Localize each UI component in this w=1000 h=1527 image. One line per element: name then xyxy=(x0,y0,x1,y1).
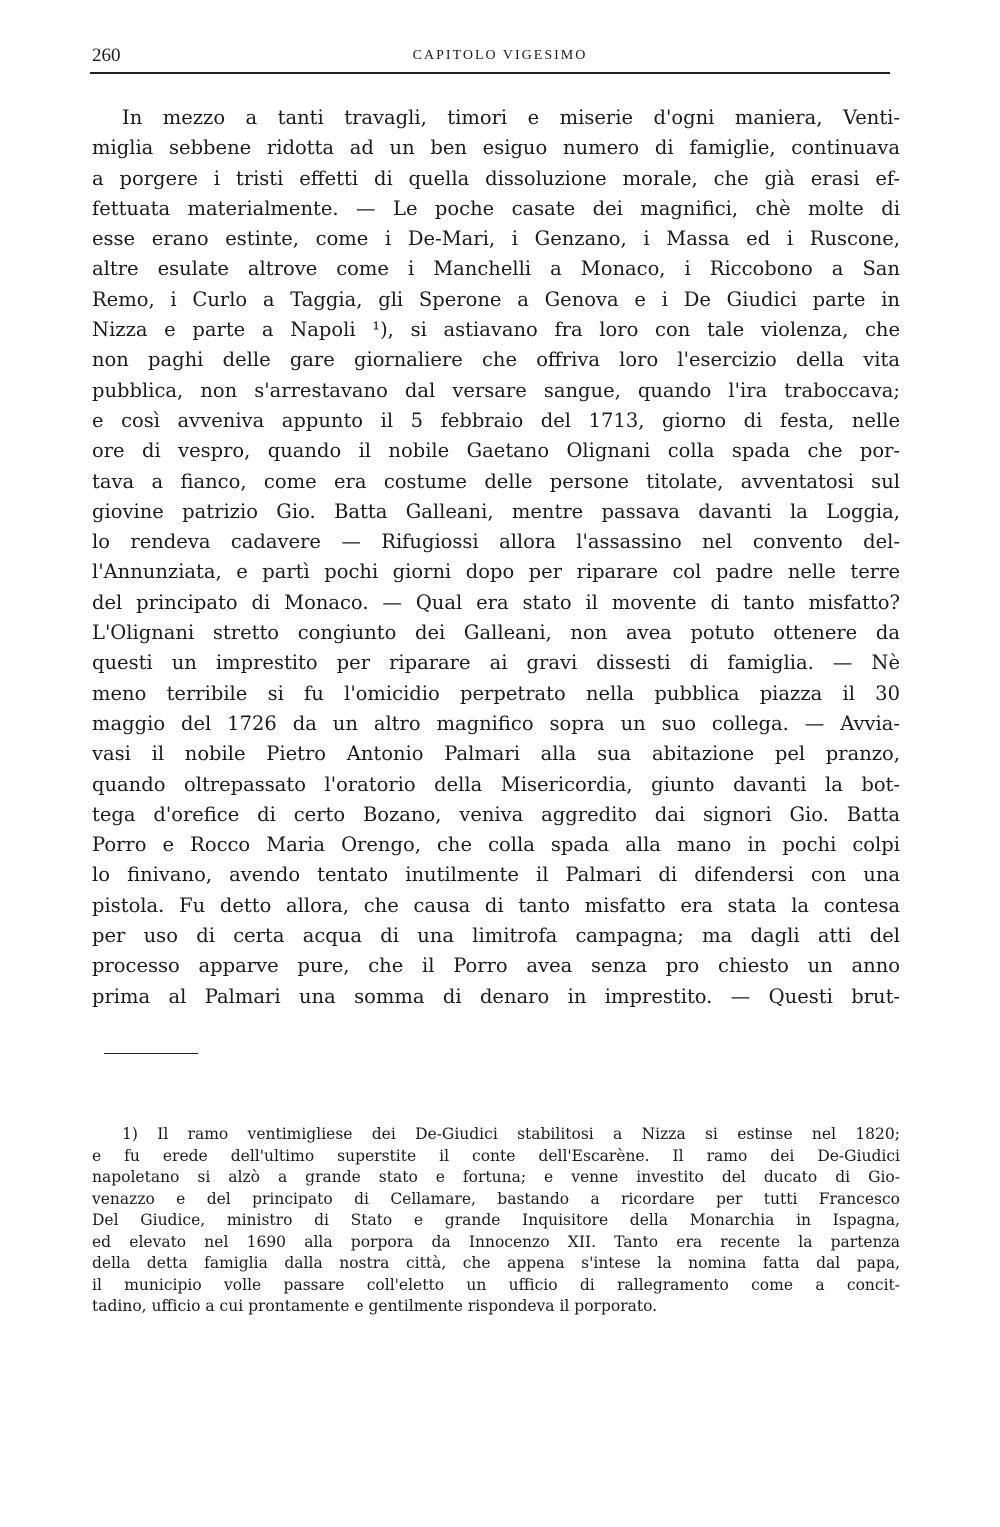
footnote-line: napoletano si alzò a grande stato e fortuna; e venne investito del ducato di Gio- xyxy=(92,1168,900,1186)
body-line: Remo, i Curlo a Taggia, gli Sperone a Genova e i De Giudici parte in xyxy=(92,287,900,311)
body-line: altre esulate altrove come i Manchelli a Monaco, i Riccobono a San xyxy=(92,257,900,281)
body-line: maggio del 1726 da un altro magnifico sopra un suo collega. — Avvia- xyxy=(92,711,900,735)
body-line: questi un imprestito per riparare ai gravi dissesti di famiglia. — Nè xyxy=(92,651,900,675)
body-line: lo finivano, avendo tentato inutilmente il Palmari di difendersi con una xyxy=(92,863,900,887)
footnote-line: 1) Il ramo ventimigliese dei De-Giudici stabilitosi a Nizza si estinse nel 1820; xyxy=(122,1125,900,1143)
body-line: tava a fianco, come era costume delle persone titolate, avventatosi sul xyxy=(92,469,900,493)
body-line: In mezzo a tanti travagli, timori e miserie d'ogni maniera, Venti- xyxy=(122,106,900,129)
body-line: fettuata materialmente. — Le poche casate dei magnifici, chè molte di xyxy=(92,196,900,220)
footnote-line: il municipio volle passare coll'eletto un ufficio di rallegramento come a concit- xyxy=(92,1275,900,1294)
body-line: quando oltrepassato l'oratorio della Misericordia, giunto davanti la bot- xyxy=(92,772,900,796)
footnote-rule xyxy=(104,1053,198,1054)
body-line: esse erano estinte, come i De-Mari, i Genzano, i Massa ed i Ruscone, xyxy=(92,227,900,251)
body-line: vasi il nobile Pietro Antonio Palmari alla sua abitazione pel pranzo, xyxy=(92,742,900,766)
body-line: a porgere i tristi effetti di quella dissoluzione morale, che già erasi ef- xyxy=(92,166,900,190)
body-line: lo rendeva cadavere — Rifugiossi allora l'assassino nel convento del- xyxy=(92,530,900,554)
footnote-line: della detta famiglia dalla nostra città, che appena s'intese la nomina fatta dal papa, xyxy=(92,1254,900,1272)
page-number: 260 xyxy=(92,45,121,66)
body-line: miglia sebbene ridotta ad un ben esiguo numero di famiglie, continuava xyxy=(92,136,900,160)
body-line: prima al Palmari una somma di denaro in imprestito. — Questi brut- xyxy=(92,984,900,1008)
body-line: tega d'orefice di certo Bozano, veniva aggredito dai signori Gio. Batta xyxy=(92,802,900,826)
body-line: l'Annunziata, e partì pochi giorni dopo per riparare col padre nelle terre xyxy=(92,560,900,584)
running-title: CAPITOLO VIGESIMO xyxy=(412,48,588,63)
footnote-line: e fu erede dell'ultimo superstite il conte dell'Escarène. Il ramo dei De-Giudici xyxy=(92,1146,900,1165)
body-line: del principato di Monaco. — Qual era stato il movente di tanto misfatto? xyxy=(92,590,900,614)
footnote-line: venazzo e del principato di Cellamare, bastando a ricordare per tutti Francesco xyxy=(92,1189,900,1208)
body-line: pistola. Fu detto allora, che causa di tanto misfatto era stata la contesa xyxy=(92,893,900,917)
header-rule xyxy=(90,72,890,74)
body-line: per uso di certa acqua di una limitrofa campagna; ma dagli atti del xyxy=(92,924,900,948)
footnotes xyxy=(92,1124,900,1318)
body-line: meno terribile si fu l'omicidio perpetrato nella pubblica piazza il 30 xyxy=(92,681,900,705)
body-line: ore di vespro, quando il nobile Gaetano Olignani colla spada che por- xyxy=(92,439,900,463)
body-line: processo apparve pure, che il Porro avea senza pro chiesto un anno xyxy=(92,954,900,978)
body-line: pubblica, non s'arrestavano dal versare sangue, quando l'ira traboccava; xyxy=(92,378,900,402)
body-line: L'Olignani stretto congiunto dei Galleani, non avea potuto ottenere da xyxy=(92,621,900,645)
body-line: e così avveniva appunto il 5 febbraio del 1713, giorno di festa, nelle xyxy=(92,408,900,432)
footnote-line: tadino, ufficio a cui prontamente e gentilmente rispondeva il porporato. xyxy=(92,1297,658,1315)
footnote-line: Del Giudice, ministro di Stato e grande Inquisitore della Monarchia in Ispagna, xyxy=(92,1211,900,1229)
footnote-line: ed elevato nel 1690 alla porpora da Innocenzo XII. Tanto era recente la partenza xyxy=(92,1232,900,1251)
body-text xyxy=(92,103,900,1012)
body-line: giovine patrizio Gio. Batta Galleani, mentre passava davanti la Loggia, xyxy=(92,499,900,523)
body-line: Porro e Rocco Maria Orengo, che colla spada alla mano in pochi colpi xyxy=(92,833,900,857)
body-line: Nizza e parte a Napoli ¹), si astiavano fra loro con tale violenza, che xyxy=(92,318,900,342)
body-line: non paghi delle gare giornaliere che offriva loro l'esercizio della vita xyxy=(92,348,900,372)
